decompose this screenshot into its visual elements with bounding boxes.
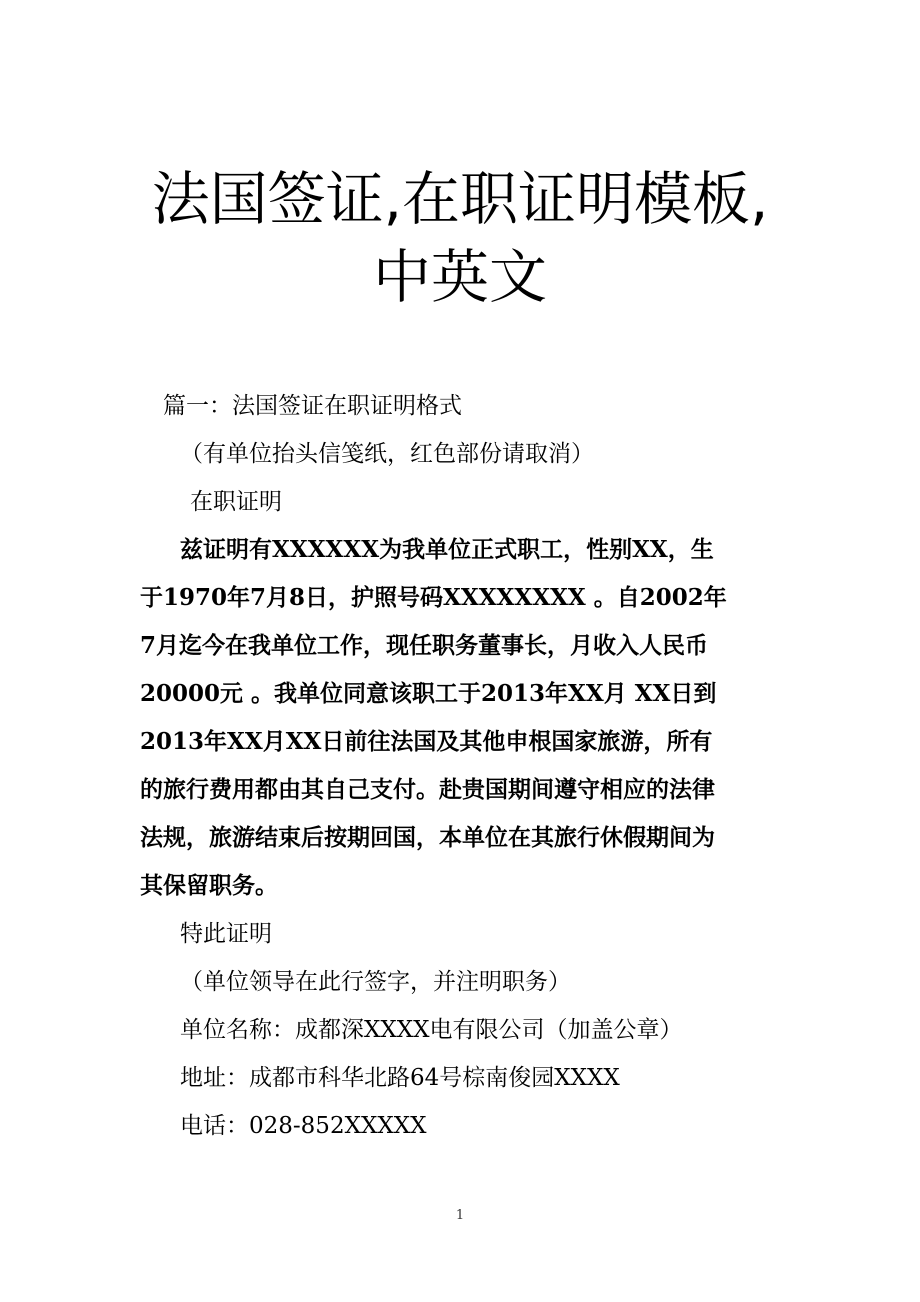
title-line-1: 法国签证,在职证明模板, — [151, 165, 769, 233]
paragraph-line: 其保留职务。 — [140, 872, 278, 899]
unit-name: 单位名称：成都深XXXX电有限公司（加盖公章） — [180, 1017, 683, 1043]
letterhead-note: （有单位抬头信笺纸，红色部份请取消） — [180, 441, 594, 467]
paragraph-line: 2013年XX月XX日前往法国及其他申根国家旅游，所有 — [140, 728, 713, 755]
signature-note: （单位领导在此行签字，并注明职务） — [180, 969, 571, 995]
paragraph-line: 20000元 。我单位同意该职工于2013年XX月 XX日到 — [140, 680, 717, 707]
document-title — [0, 160, 920, 316]
section-heading: 篇一：法国签证在职证明格式 — [163, 393, 462, 419]
paragraph-line: 的旅行费用都由其自己支付。赴贵国期间遵守相应的法律 — [140, 776, 715, 803]
special-certification: 特此证明 — [180, 921, 272, 947]
paragraph-line: 7月迄今在我单位工作，现任职务董事长，月收入人民币 — [140, 632, 709, 659]
document-body — [140, 382, 780, 1150]
paragraph-line: 法规，旅游结束后按期回国，本单位在其旅行休假期间为 — [140, 824, 715, 851]
address: 地址：成都市科华北路64号棕南俊园XXXX — [180, 1065, 620, 1091]
certificate-heading: 在职证明 — [190, 489, 282, 515]
certificate-paragraph — [140, 526, 780, 910]
page-number: 1 — [455, 1208, 465, 1223]
paragraph-line: 于1970年7月8日，护照号码XXXXXXXX 。自2002年 — [140, 584, 727, 611]
paragraph-line: 兹证明有XXXXXX为我单位正式职工，性别XX，生 — [180, 536, 714, 563]
phone: 电话：028-852XXXXX — [180, 1113, 427, 1139]
title-line-2: 中英文 — [372, 243, 547, 311]
